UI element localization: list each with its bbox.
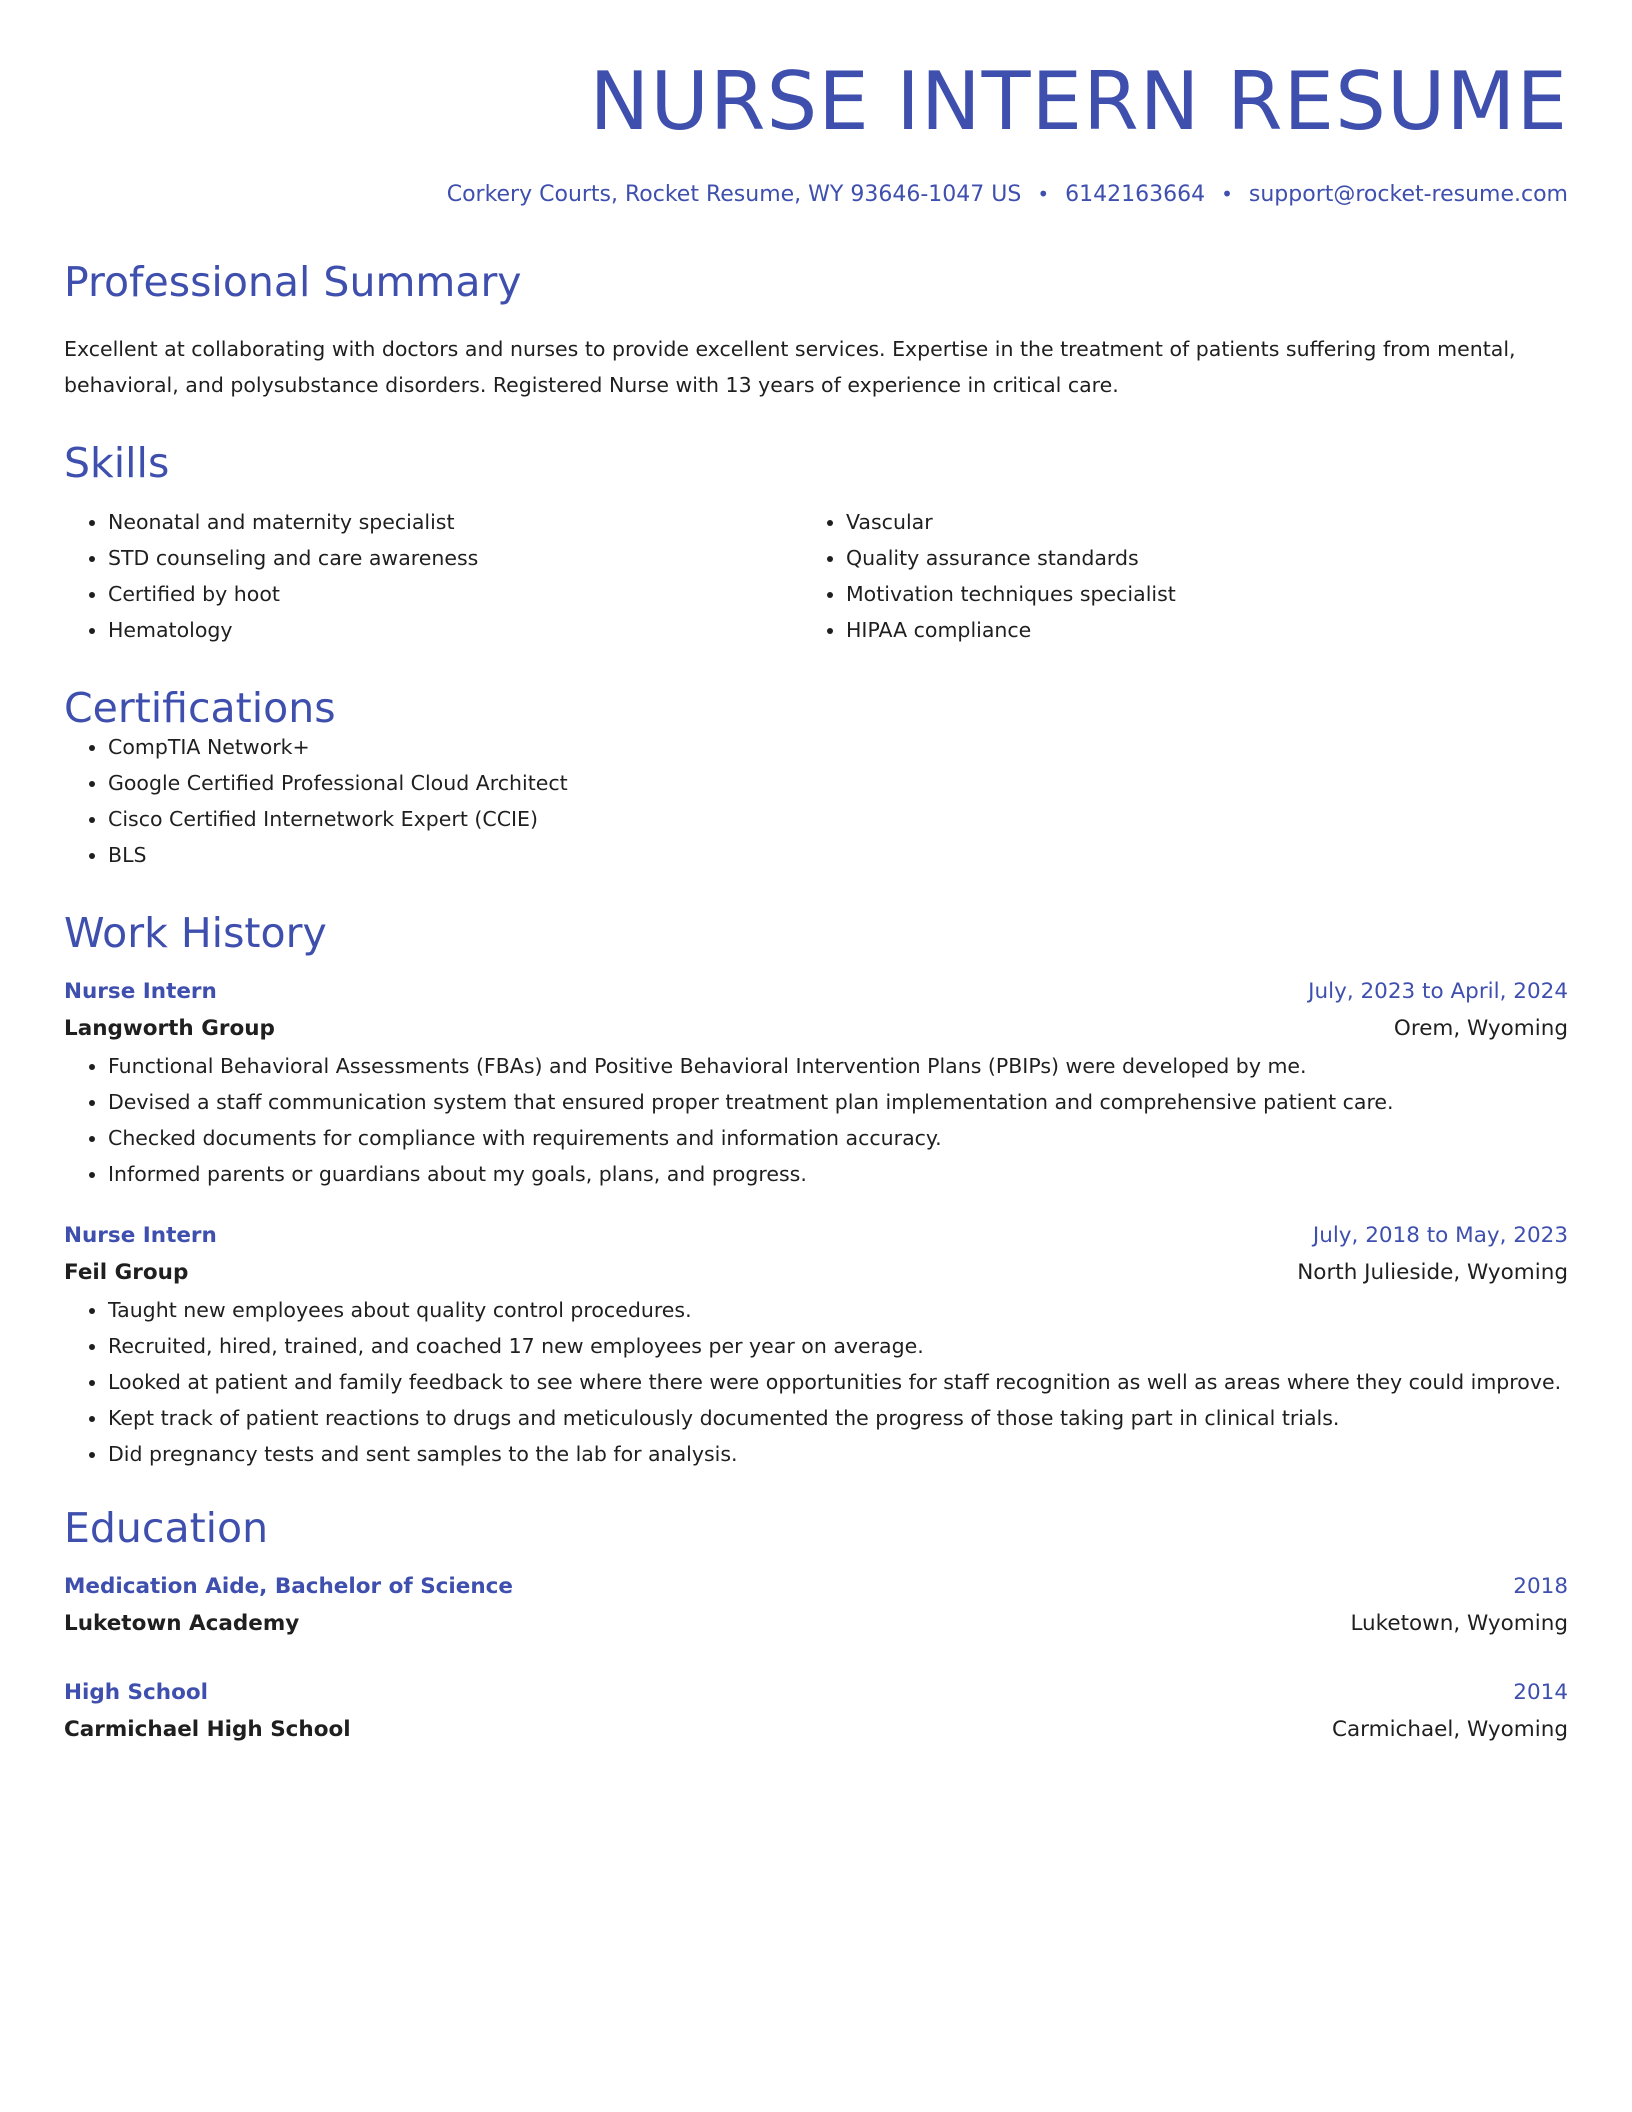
skill-item: • Vascular xyxy=(846,504,1540,540)
job-header-row xyxy=(64,974,1568,1010)
job-company-row xyxy=(64,1254,1568,1292)
certification-item: • Cisco Certified Internetwork Expert (CCIE) xyxy=(108,801,1568,837)
skills-column-right xyxy=(802,504,1540,648)
certification-item: • CompTIA Network+ xyxy=(108,729,1568,765)
job-company: Feil Group xyxy=(64,1260,189,1285)
job-bullets xyxy=(64,1292,1568,1472)
job-dates: July, 2023 to April, 2024 xyxy=(1308,979,1568,1004)
resume-title: NURSE INTERN RESUME xyxy=(589,55,1568,148)
job-bullet: • Checked documents for compliance with requirements and information accuracy. xyxy=(108,1120,1568,1156)
education-school: Carmichael High School xyxy=(64,1717,351,1742)
job-role: Nurse Intern xyxy=(64,979,217,1004)
skills-list xyxy=(64,504,1568,648)
contact-address: Corkery Courts, Rocket Resume, WY 93646-1047 US xyxy=(446,182,1022,207)
summary-text: Excellent at collaborating with doctors and nurses to provide excellent services. Expertise in the treatment of patients suffering from mental, behavioral, and polysubstance disorders. Registered Nurse with 13 years of experience in critical care. xyxy=(64,337,1516,397)
job-bullets xyxy=(64,1048,1568,1192)
job-role: Nurse Intern xyxy=(64,1223,217,1248)
skill-item: • Quality assurance standards xyxy=(846,540,1540,576)
contact-email[interactable]: support@rocket-resume.com xyxy=(1248,182,1568,207)
job-dates: July, 2018 to May, 2023 xyxy=(1312,1223,1568,1248)
skill-item: • Certified by hoot xyxy=(108,576,802,612)
education-entry xyxy=(64,1675,1568,1749)
job-bullet: • Devised a staff communication system that ensured proper treatment plan implementation and comprehensive patient care. xyxy=(108,1084,1568,1120)
skills-heading: Skills xyxy=(64,439,170,487)
education-location: Carmichael, Wyoming xyxy=(1331,1717,1568,1742)
job-bullet: • Looked at patient and family feedback to see where there were opportunities for staff recognition as well as areas where they could improve. xyxy=(108,1364,1568,1400)
job-entry xyxy=(64,1218,1568,1472)
education-year: 2018 xyxy=(1513,1574,1568,1599)
job-bullet: • Recruited, hired, trained, and coached 17 new employees per year on average. xyxy=(108,1328,1568,1364)
education-heading: Education xyxy=(64,1504,269,1552)
work-history-heading: Work History xyxy=(64,909,327,957)
skill-item: • HIPAA compliance xyxy=(846,612,1540,648)
education-school-row xyxy=(64,1711,1568,1749)
skill-item: • Hematology xyxy=(108,612,802,648)
education-header-row xyxy=(64,1569,1568,1605)
resume-header xyxy=(64,55,1568,207)
certification-item: • BLS xyxy=(108,837,1568,873)
job-header-row xyxy=(64,1218,1568,1254)
education-location: Luketown, Wyoming xyxy=(1350,1611,1568,1636)
education-year: 2014 xyxy=(1513,1680,1568,1705)
education-degree: High School xyxy=(64,1680,208,1705)
job-company-row xyxy=(64,1010,1568,1048)
education-school-row xyxy=(64,1605,1568,1643)
certification-item: • Google Certified Professional Cloud Architect xyxy=(108,765,1568,801)
job-bullet: • Did pregnancy tests and sent samples to the lab for analysis. xyxy=(108,1436,1568,1472)
job-bullet: • Kept track of patient reactions to drugs and meticulously documented the progress of those taking part in clinical trials. xyxy=(108,1400,1568,1436)
job-location: North Julieside, Wyoming xyxy=(1297,1260,1568,1285)
education-school: Luketown Academy xyxy=(64,1611,300,1636)
contact-phone: 6142163664 xyxy=(1065,182,1206,207)
education-entry xyxy=(64,1569,1568,1643)
job-bullet: • Informed parents or guardians about my goals, plans, and progress. xyxy=(108,1156,1568,1192)
skill-item: • STD counseling and care awareness xyxy=(108,540,802,576)
job-bullet: • Functional Behavioral Assessments (FBAs) and Positive Behavioral Intervention Plans (PBIPs) were developed by me. xyxy=(108,1048,1568,1084)
job-bullet: • Taught new employees about quality control procedures. xyxy=(108,1292,1568,1328)
summary-heading: Professional Summary xyxy=(64,258,522,306)
certifications-heading: Certifications xyxy=(64,684,336,732)
skill-item: • Motivation techniques specialist xyxy=(846,576,1540,612)
skills-column-left xyxy=(64,504,802,648)
certifications-list xyxy=(64,729,1568,873)
job-company: Langworth Group xyxy=(64,1016,275,1041)
education-header-row xyxy=(64,1675,1568,1711)
job-entry xyxy=(64,974,1568,1192)
job-location: Orem, Wyoming xyxy=(1393,1016,1568,1041)
contact-separator: • xyxy=(1037,182,1050,206)
education-degree: Medication Aide, Bachelor of Science xyxy=(64,1574,514,1599)
contact-separator: • xyxy=(1221,182,1233,206)
skill-item: • Neonatal and maternity specialist xyxy=(108,504,802,540)
contact-line xyxy=(64,184,1568,206)
